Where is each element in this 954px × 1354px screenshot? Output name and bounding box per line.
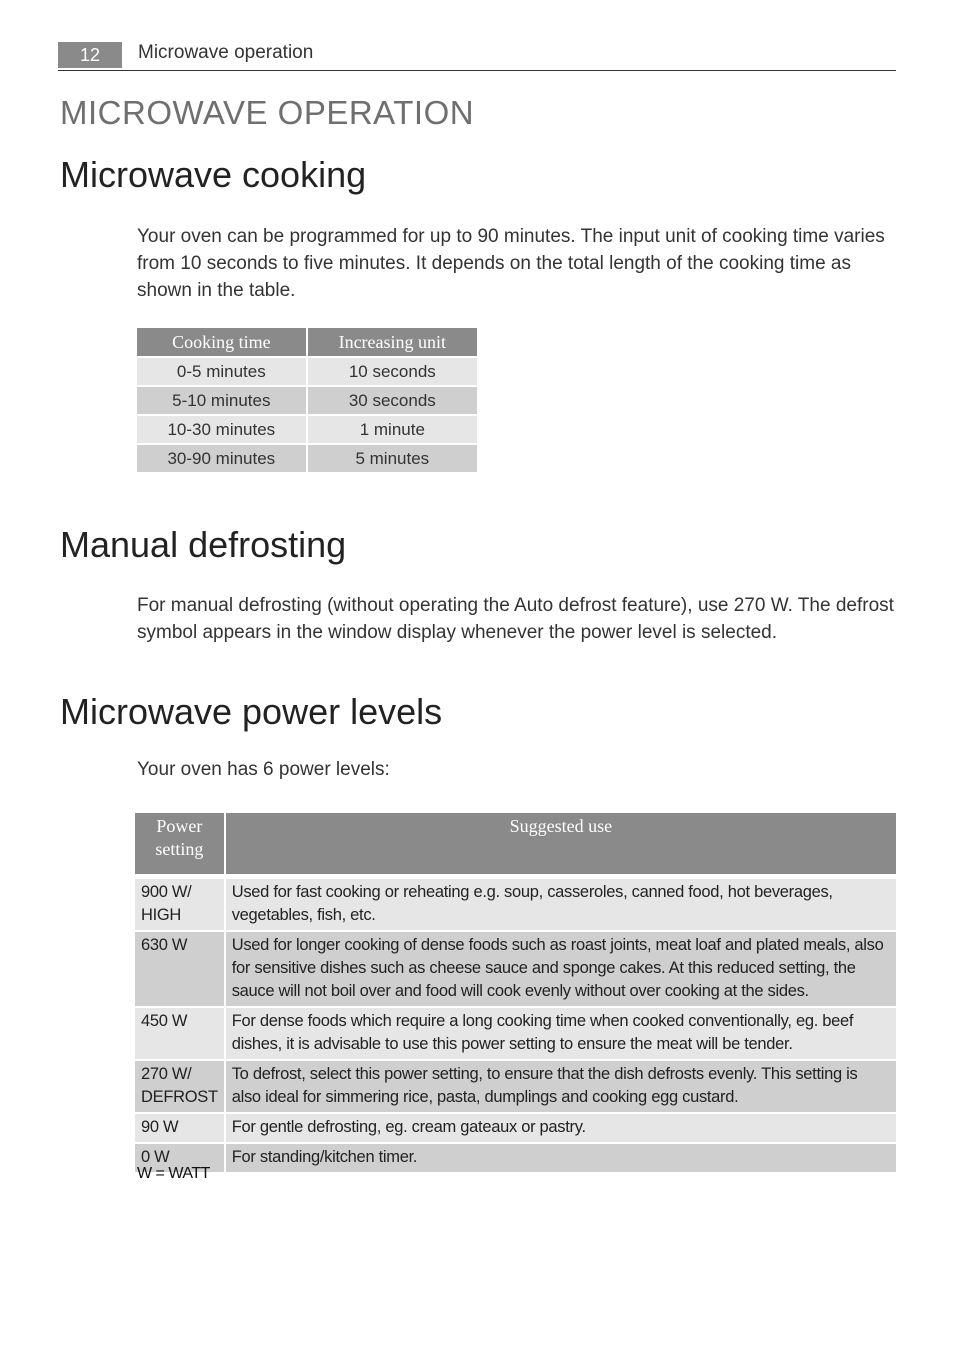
cooking-time-table [137, 328, 477, 472]
column-header: Suggested use [224, 813, 896, 874]
defrost-paragraph: For manual defrosting (without operating the Auto defrost feature), use 270 W. The defrost symbol appears in the window display whenever the power level is selected. [137, 595, 894, 643]
table-cell: 270 W/ DEFROST [135, 1059, 224, 1112]
table-cell: 0 W [135, 1142, 224, 1172]
table-cell: 90 W [135, 1112, 224, 1142]
table-row [135, 1059, 896, 1112]
table-cell: 5 minutes [306, 443, 477, 472]
table-row [135, 1112, 896, 1142]
table-cell: 30 seconds [306, 385, 477, 414]
heading-power-levels: Microwave power levels [60, 691, 443, 732]
table-row [137, 385, 477, 414]
footnote: W = WATT [137, 1165, 210, 1182]
heading-microwave-cooking: Microwave cooking [60, 154, 367, 195]
table-cell: Used for fast cooking or reheating e.g. soup, casseroles, canned food, hot beverages, vegetables, fish, etc. [224, 874, 896, 930]
table-cell: 450 W [135, 1006, 224, 1059]
table-row [135, 930, 896, 1006]
column-header: Increasing unit [306, 328, 477, 356]
column-header: Power setting [135, 813, 224, 874]
table-row [135, 874, 896, 930]
table-row [137, 356, 477, 385]
table-cell: 10-30 minutes [137, 414, 306, 443]
table-cell: For standing/kitchen timer. [224, 1142, 896, 1172]
table-row [135, 1142, 896, 1172]
header-title: Microwave operation [138, 42, 314, 63]
table-row [137, 414, 477, 443]
section-title: MICROWAVE OPERATION [60, 94, 475, 131]
table-header-row [137, 328, 477, 356]
page-number: 12 [58, 42, 122, 68]
table-cell: 10 seconds [306, 356, 477, 385]
table-header-row [135, 813, 896, 874]
table-cell: To defrost, select this power setting, to ensure that the dish defrosts evenly. This setting is also ideal for simmering rice, pasta, dumplings and cooking egg custard. [224, 1059, 896, 1112]
table-cell: 630 W [135, 930, 224, 1006]
table-cell: 0-5 minutes [137, 356, 306, 385]
table-cell: 30-90 minutes [137, 443, 306, 472]
table-row [135, 1006, 896, 1059]
table-row [137, 443, 477, 472]
table-cell: For gentle defrosting, eg. cream gateaux or pastry. [224, 1112, 896, 1142]
table-cell: Used for longer cooking of dense foods such as roast joints, meat loaf and plated meals, also for sensitive dishes such as cheese sauce and sponge cakes. At this reduced setting, the sauce will not boil over and food will cook evenly without over cooking at the sides. [224, 930, 896, 1006]
table-cell: For dense foods which require a long cooking time when cooked conventionally, eg. beef dishes, it is advisable to use this power setting to ensure the meat will be tender. [224, 1006, 896, 1059]
table-cell: 5-10 minutes [137, 385, 306, 414]
heading-manual-defrosting: Manual defrosting [60, 524, 347, 565]
column-header: Cooking time [137, 328, 306, 356]
page-header [58, 40, 896, 71]
cooking-paragraph: Your oven can be programmed for up to 90 minutes. The input unit of cooking time varies from 10 seconds to five minutes. It depends on the total length of the cooking time as shown in the table. [137, 226, 885, 301]
table-cell: 900 W/ HIGH [135, 874, 224, 930]
table-cell: 1 minute [306, 414, 477, 443]
power-levels-table [135, 813, 896, 1172]
power-intro: Your oven has 6 power levels: [137, 759, 390, 780]
